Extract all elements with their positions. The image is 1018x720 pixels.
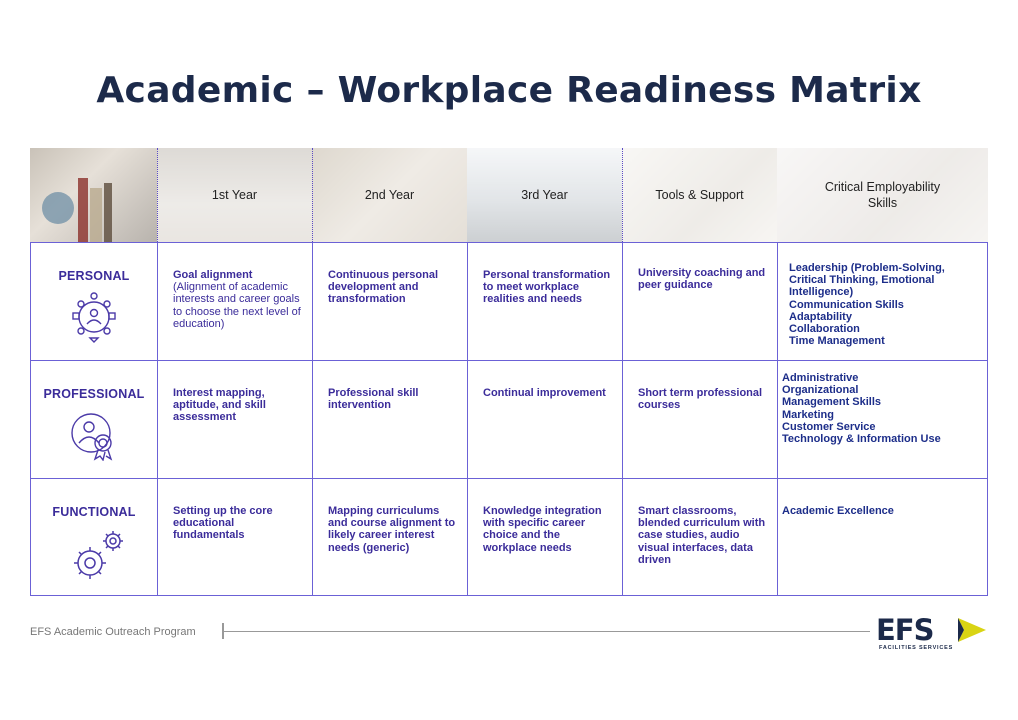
skill-item: Leadership (Problem-Solving, Critical Thinking, Emotional Intelligence) xyxy=(789,262,945,299)
column-header-label: Critical Employability Skills xyxy=(824,180,941,210)
skill-item: Management Skills xyxy=(782,396,882,409)
row-label: PERSONAL xyxy=(58,269,130,283)
skill-item: Marketing xyxy=(782,408,834,421)
matrix-cell xyxy=(623,361,778,478)
cell-text: Smart classrooms, blended curriculum with case studies, audio visual interfaces, data driven xyxy=(638,505,766,566)
skill-item: Collaboration xyxy=(789,323,860,336)
efs-logo xyxy=(876,614,990,654)
skill-item: Technology & Information Use xyxy=(782,433,941,446)
skill-item: Academic Excellence xyxy=(782,505,894,517)
skills-cell xyxy=(778,479,987,595)
logo-wordmark: EFS xyxy=(876,613,934,647)
person-award-icon xyxy=(67,409,121,461)
matrix-cell xyxy=(468,361,623,478)
readiness-matrix xyxy=(30,148,988,596)
matrix-cell xyxy=(468,479,623,595)
header-3rd-year xyxy=(467,148,622,242)
row-header xyxy=(31,243,158,360)
matrix-cell xyxy=(623,243,778,360)
matrix-cell xyxy=(623,479,778,595)
page-title: Academic – Workplace Readiness Matrix xyxy=(96,70,922,111)
cell-text: Mapping curriculums and course alignment to likely career interest needs (generic) xyxy=(328,505,456,554)
matrix-row-professional xyxy=(31,361,987,479)
skills-cell xyxy=(778,243,987,360)
cell-text: Setting up the core educational fundamentals xyxy=(173,505,273,542)
cell-text: Continuous personal development and transformation xyxy=(328,269,438,306)
header-critical-skills xyxy=(777,148,988,242)
column-header-label: Tools & Support xyxy=(655,188,744,202)
skill-item: Administrative xyxy=(782,372,859,384)
cell-text: Short term professional courses xyxy=(638,387,763,412)
footer-program-name: EFS Academic Outreach Program xyxy=(30,626,196,638)
row-label: PROFESSIONAL xyxy=(43,387,145,401)
matrix-cell xyxy=(158,243,313,360)
skill-item: Customer Service xyxy=(782,420,876,433)
skill-item: Organizational xyxy=(782,384,859,397)
matrix-cell xyxy=(313,243,468,360)
row-label: FUNCTIONAL xyxy=(52,505,136,519)
cell-text: Professional skill intervention xyxy=(328,387,419,412)
books-globe-icon xyxy=(30,148,157,242)
cell-text: Goal alignment xyxy=(173,269,253,281)
column-header-label: 1st Year xyxy=(211,188,258,202)
cell-note: (Alignment of academic interests and career goals to choose the next level of education) xyxy=(173,281,301,330)
column-header-label: 3rd Year xyxy=(521,188,568,202)
matrix-cell xyxy=(313,479,468,595)
cell-text: Continual improvement xyxy=(483,387,606,399)
header-image-corner xyxy=(30,148,157,242)
header-2nd-year xyxy=(312,148,467,242)
cell-text: Knowledge integration with specific career choice and the workplace needs xyxy=(483,505,602,554)
skill-item: Time Management xyxy=(789,335,885,348)
gears-icon xyxy=(68,523,130,585)
matrix-row-personal xyxy=(31,243,987,361)
header-tools-support xyxy=(622,148,777,242)
matrix-row-functional xyxy=(31,479,987,595)
matrix-cell xyxy=(468,243,623,360)
skill-item: Adaptability xyxy=(789,310,852,323)
cell-text: Interest mapping, aptitude, and skill assessment xyxy=(173,387,266,424)
skills-cell xyxy=(778,361,987,478)
column-header-label: 2nd Year xyxy=(364,188,415,202)
matrix-cell xyxy=(158,479,313,595)
matrix-cell xyxy=(158,361,313,478)
cell-text: Personal transformation to meet workplace realities and needs xyxy=(483,269,611,306)
cell-text: University coaching and peer guidance xyxy=(638,267,766,292)
header-1st-year xyxy=(157,148,312,242)
row-header xyxy=(31,479,158,595)
row-header xyxy=(31,361,158,478)
matrix-grid xyxy=(30,242,988,596)
footer-divider-line xyxy=(224,631,870,632)
matrix-cell xyxy=(313,361,468,478)
logo-subtitle: FACILITIES SERVICES xyxy=(879,645,954,651)
person-network-icon xyxy=(67,291,121,343)
logo-arrow-icon xyxy=(958,616,988,644)
skill-item: Communication Skills xyxy=(789,298,904,311)
